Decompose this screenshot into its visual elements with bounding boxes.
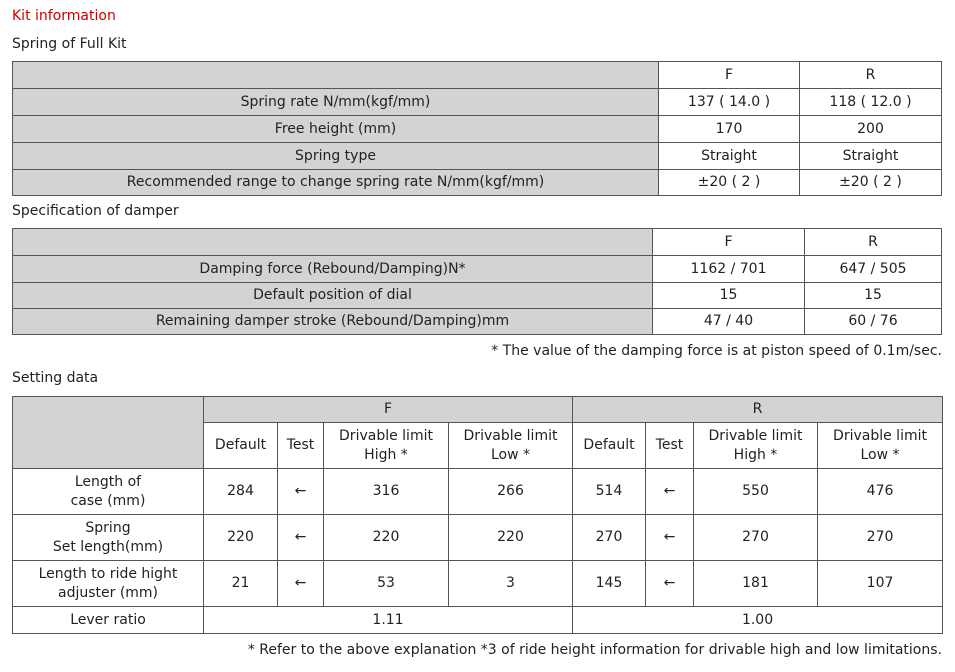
row-label: Remaining damper stroke (Rebound/Damping)mm: [13, 309, 653, 335]
row-label: Length to ride hight adjuster (mm): [13, 561, 204, 607]
table-row: [13, 170, 942, 196]
cell-r-low: 270: [818, 515, 943, 561]
table-row: [13, 561, 943, 607]
table-row: [13, 309, 942, 335]
cell-r: 15: [805, 283, 942, 309]
cell-r: ±20 ( 2 ): [800, 170, 942, 196]
header-test-f: Test: [278, 423, 324, 469]
table-row: [13, 89, 942, 116]
cell-f: Straight: [659, 143, 800, 170]
table-row: [13, 607, 943, 634]
row-label: Spring type: [13, 143, 659, 170]
cell-f: ±20 ( 2 ): [659, 170, 800, 196]
setting-table: [12, 396, 943, 634]
cell-f-low: 3: [449, 561, 573, 607]
cell-f-default: 284: [204, 469, 278, 515]
setting-footnote: * Refer to the above explanation *3 of ride height information for drivable high and low limitations.: [247, 642, 942, 658]
header-high-f: Drivable limit High *: [324, 423, 449, 469]
cell-f: 1162 / 701: [653, 256, 805, 283]
row-label: Recommended range to change spring rate N/mm(kgf/mm): [13, 170, 659, 196]
spring-col-f: F: [659, 62, 800, 89]
spring-section-title: Spring of Full Kit: [12, 36, 127, 52]
setting-section-title: Setting data: [12, 370, 99, 386]
cell-f: 15: [653, 283, 805, 309]
cell-r-test: ←: [646, 469, 694, 515]
cell-f-high: 220: [324, 515, 449, 561]
header-default-r: Default: [573, 423, 646, 469]
spring-table: [12, 61, 942, 196]
damper-table: [12, 228, 942, 335]
cell-r-low: 476: [818, 469, 943, 515]
header-default-f: Default: [204, 423, 278, 469]
table-row: [13, 515, 943, 561]
row-label: Spring Set length(mm): [13, 515, 204, 561]
setting-group-r: R: [573, 397, 943, 423]
row-label: Spring rate N/mm(kgf/mm): [13, 89, 659, 116]
cell-r-default: 270: [573, 515, 646, 561]
table-row: [13, 116, 942, 143]
cell-f: 47 / 40: [653, 309, 805, 335]
header-test-r: Test: [646, 423, 694, 469]
table-row: [13, 469, 943, 515]
cell-f-test: ←: [278, 561, 324, 607]
spring-corner-cell: [13, 62, 659, 89]
cell-r-high: 181: [694, 561, 818, 607]
cell-f-test: ←: [278, 515, 324, 561]
cell-r-high: 550: [694, 469, 818, 515]
header-low-f: Drivable limit Low *: [449, 423, 573, 469]
row-label: Default position of dial: [13, 283, 653, 309]
cell-f: 137 ( 14.0 ): [659, 89, 800, 116]
cell-r-default: 145: [573, 561, 646, 607]
cell-f-high: 53: [324, 561, 449, 607]
cell-r: 200: [800, 116, 942, 143]
cell-r: Straight: [800, 143, 942, 170]
spring-col-r: R: [800, 62, 942, 89]
cell-r: 118 ( 12.0 ): [800, 89, 942, 116]
table-row: [13, 143, 942, 170]
cell-f-low: 266: [449, 469, 573, 515]
damper-corner-cell: [13, 229, 653, 256]
cell-r-test: ←: [646, 561, 694, 607]
setting-corner-cell: [13, 397, 204, 469]
table-row: [13, 283, 942, 309]
cell-f: 170: [659, 116, 800, 143]
cell-r-default: 514: [573, 469, 646, 515]
kit-information-heading: Kit information: [12, 8, 116, 24]
cell-f-default: 21: [204, 561, 278, 607]
cell-r-low: 107: [818, 561, 943, 607]
cell-r: 60 / 76: [805, 309, 942, 335]
row-label: Length of case (mm): [13, 469, 204, 515]
damper-section-title: Specification of damper: [12, 203, 179, 219]
row-label: Free height (mm): [13, 116, 659, 143]
cell-r-high: 270: [694, 515, 818, 561]
setting-group-f: F: [204, 397, 573, 423]
cell-f-high: 316: [324, 469, 449, 515]
cell-r: 647 / 505: [805, 256, 942, 283]
header-low-r: Drivable limit Low *: [818, 423, 943, 469]
table-row: [13, 256, 942, 283]
damper-footnote: * The value of the damping force is at piston speed of 0.1m/sec.: [491, 343, 942, 359]
damper-col-r: R: [805, 229, 942, 256]
cell-f-default: 220: [204, 515, 278, 561]
cell-f-lever: 1.11: [204, 607, 573, 634]
row-label: Lever ratio: [13, 607, 204, 634]
damper-col-f: F: [653, 229, 805, 256]
header-high-r: Drivable limit High *: [694, 423, 818, 469]
row-label: Damping force (Rebound/Damping)N*: [13, 256, 653, 283]
cell-f-test: ←: [278, 469, 324, 515]
cell-r-lever: 1.00: [573, 607, 943, 634]
cell-f-low: 220: [449, 515, 573, 561]
cell-r-test: ←: [646, 515, 694, 561]
